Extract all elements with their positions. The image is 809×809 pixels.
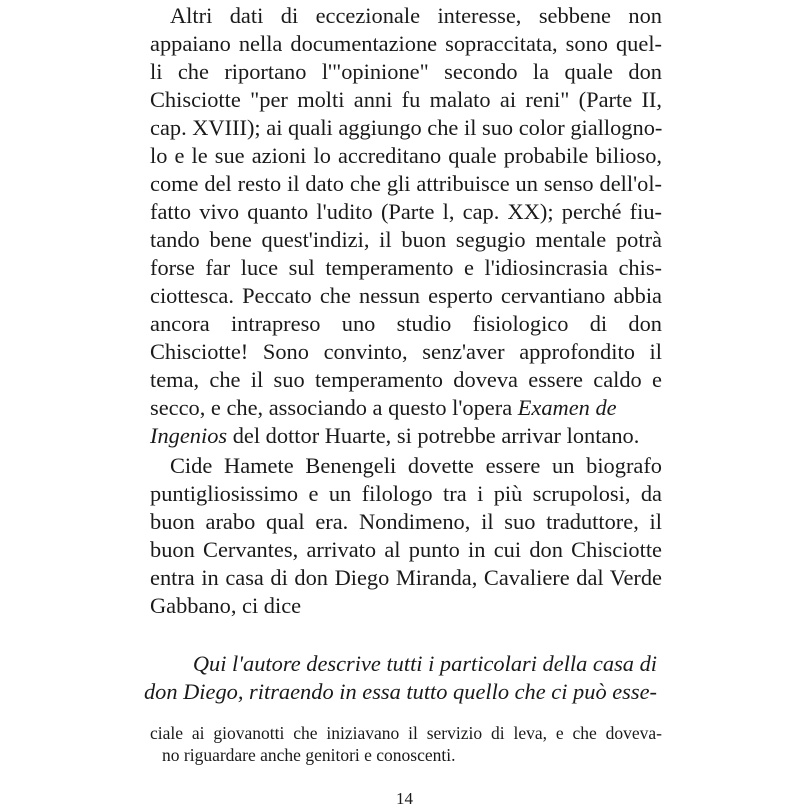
body-line-2: appaiano nella documentazione sopraccitata, sono quel- — [150, 31, 662, 56]
body-line-12: ancora intrapreso uno studio fisiologico di don — [150, 311, 662, 336]
body-line-16 — [150, 422, 662, 450]
quote-line-1: Qui l'autore descrive tutti i particolari della casa di — [192, 651, 657, 676]
body-line-18: puntigliosissimo e un filologo tra i più scrupolosi, da — [150, 481, 662, 506]
book-title-examen: Examen de — [517, 395, 617, 420]
page-number: 14 — [396, 789, 413, 808]
body-line-15 — [150, 394, 662, 422]
body-line-3: li che riportano l'"opinione" secondo la quale don — [150, 59, 662, 84]
body-line-19: buon arabo qual era. Nondimeno, il suo traduttore, il — [150, 509, 662, 534]
body-line-17: Cide Hamete Benengeli dovette essere un biografo — [170, 453, 662, 478]
footnote-line-1: ciale ai giovanotti che iniziavano il servizio di leva, e che doveva- — [150, 723, 662, 743]
body-line-7: come del resto il dato che gli attribuisce un senso dell'ol- — [150, 171, 662, 196]
body-line-6: lo e le sue azioni lo accreditano quale probabile bilioso, — [150, 143, 662, 168]
body-line-10: forse far luce sul temperamento e l'idiosincrasia chis- — [150, 255, 662, 280]
body-line-8: fatto vivo quanto l'udito (Parte l, cap. XX); perché fiu- — [150, 199, 662, 224]
body-line-21: entra in casa di don Diego Miranda, Cavaliere dal Verde — [150, 565, 662, 590]
body-line-1: Altri dati di eccezionale interesse, sebbene non — [170, 3, 662, 28]
body-line-15-plain: secco, e che, associando a questo l'opera — [150, 395, 518, 420]
body-line-9: tando bene quest'indizi, il buon segugio mentale potrà — [150, 227, 662, 252]
body-line-20: buon Cervantes, arrivato al punto in cui don Chisciotte — [150, 537, 662, 562]
body-line-22: Gabbano, ci dice — [150, 593, 302, 618]
body-line-14: tema, che il suo temperamento doveva essere caldo e — [150, 367, 662, 392]
body-line-5: cap. XVIII); ai quali aggiungo che il suo color giallogno- — [150, 115, 663, 140]
quote-line-2: don Diego, ritraendo in essa tutto quello che ci può esse- — [143, 679, 657, 704]
body-line-11: ciottesca. Peccato che nessun esperto cervantiano abbia — [150, 283, 662, 308]
book-title-ingenios: Ingenios — [150, 423, 228, 448]
body-line-4: Chisciotte "per molti anni fu malato ai reni" (Parte II, — [150, 87, 662, 112]
footnote-line-2: no riguardare anche genitori e conoscenti. — [162, 745, 456, 765]
body-line-16-plain: del dottor Huarte, si potrebbe arrivar lontano. — [227, 423, 640, 448]
body-line-13: Chisciotte! Sono convinto, senz'aver approfondito il — [150, 339, 662, 364]
